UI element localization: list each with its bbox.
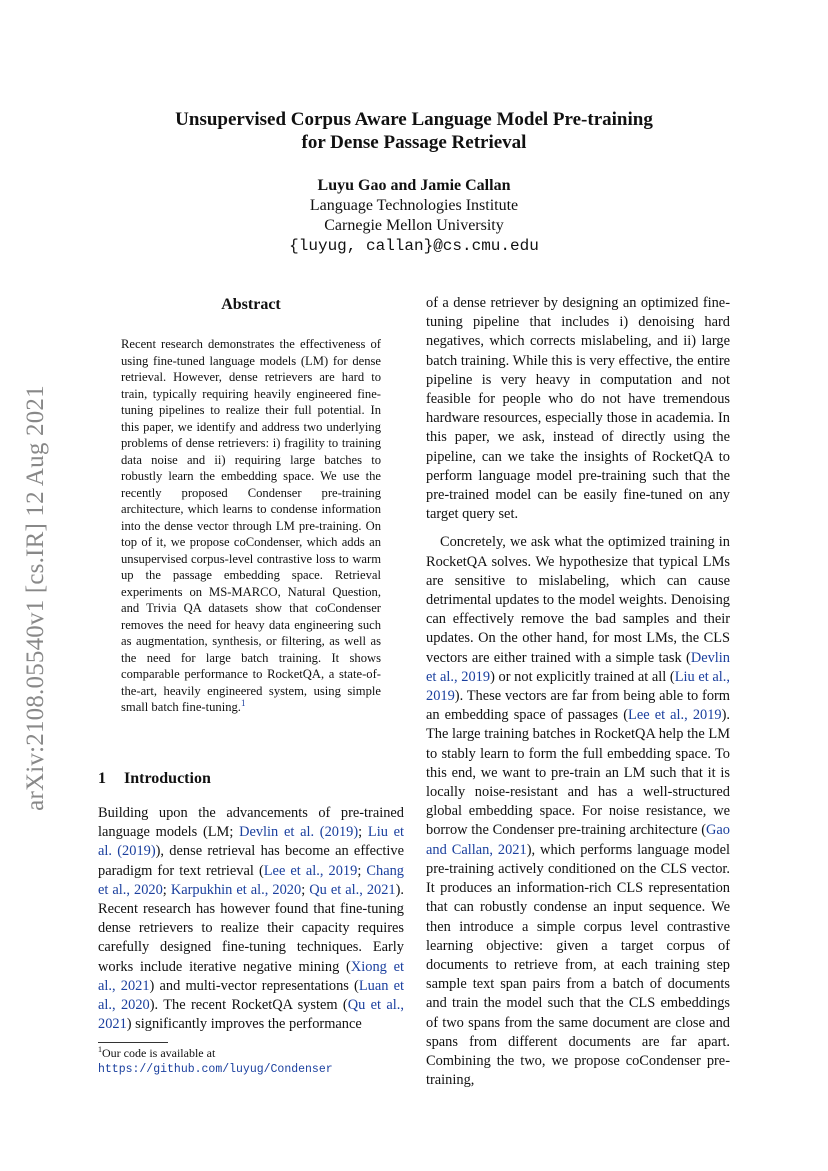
right-paragraph-1: of a dense retriever by designing an optimized fine-tuning pipeline that includes i) denoising hard negatives, which corrects mislabeling, and ii) large batch training. While this is very effective, the entire pipeline is very heavy in computation and not feasible for people who do not have tremendous hardware resources, especially those in academia. In this paper, we ask, instead of directly using the pipeline, can we take the insights of RocketQA to perform language model pre-training such that the pre-trained model can be easily fine-tuned on any target query set. bbox=[426, 295, 730, 523]
abstract-text: Recent research demonstrates the effectiveness of using fine-tuned language models (LM) for dense retrieval. However, dense retrievers are hard to train, typically requiring heavily engineered fine-tuning pipelines to realize their full potential. In this paper, we identify and address two underlying problems of dense retrievers: i) fragility to training data noise and ii) requiring large batches to robustly learn the embedding space. We use the recently proposed Condenser pre-training architecture, which learns to condense information into the dense vector through LM pre-training. On top of it, we propose coCondenser, which adds an unsupervised corpus-level contrastive loss to warm up the passage embedding space. Retrieval experiments on MS-MARCO, Natural Question, and Trivia QA datasets show that coCondenser removes the need for heavy data engineering such as augmentation, synthesis, or filtering, as well as the need for large batch training. It shows comparable performance to RocketQA, a state-of-the-art, heavily engineered system, using simple small batch fine-tuning. bbox=[121, 337, 381, 714]
paragraph-text: ). The large training batches in RocketQA help the LM to stably learn to form the full embedding space. To this end, we want to pre-train an LM such that it is locally noise-resistant and has a well-structured global embedding space. For noise resistance, we borrow the Condenser pre-training architecture ( bbox=[426, 707, 731, 839]
author-institute: Language Technologies Institute bbox=[309, 197, 519, 214]
intro-paragraph bbox=[98, 804, 404, 1034]
footnote bbox=[98, 1046, 414, 1077]
author-names: Luyu Gao and Jamie Callan bbox=[317, 177, 511, 194]
author-email: {luyug, callan}@cs.cmu.edu bbox=[289, 237, 539, 255]
abstract-footnote-mark[interactable]: 1 bbox=[240, 697, 246, 708]
footnote-mark: 1 bbox=[98, 1045, 102, 1054]
section-heading bbox=[98, 770, 211, 788]
abstract-heading: Abstract bbox=[221, 296, 281, 313]
title-line-2: for Dense Passage Retrieval bbox=[301, 132, 527, 153]
citation-link[interactable]: Xiong et al., 2021 bbox=[98, 958, 404, 994]
intro-text: ), dense retrieval has become an effective paradigm for text retrieval ( bbox=[98, 843, 404, 879]
intro-text: ; bbox=[162, 881, 171, 898]
section-title: Introduction bbox=[124, 770, 211, 787]
paragraph-text: ) or not explicitly trained at all ( bbox=[490, 668, 675, 685]
intro-text: Building upon the advancements of pre-trained language models (LM; bbox=[98, 805, 404, 841]
footnote-text: Our code is available at bbox=[102, 1046, 216, 1060]
arxiv-identifier-stamp: arXiv:2108.05540v1 [cs.IR] 12 Aug 2021 bbox=[22, 385, 49, 811]
intro-text: ). Recent research has however found that fine-tuning dense retrievers to realize their capacity requires carefully designed fine-tuning techniques. Early works include iterative negative mining ( bbox=[98, 881, 404, 975]
citation-link[interactable]: Lee et al., 2019 bbox=[628, 707, 722, 724]
intro-text: ) significantly improves the performance bbox=[126, 1016, 362, 1033]
citation-link[interactable]: Liu et al. (2019) bbox=[98, 824, 405, 860]
citation-link[interactable]: Liu et al., 2019 bbox=[426, 668, 731, 705]
citation-link[interactable]: Devlin et al., 2019 bbox=[426, 649, 730, 685]
intro-text: ). The recent RocketQA system ( bbox=[149, 997, 348, 1014]
citation-link[interactable]: Luan et al., 2020 bbox=[98, 977, 404, 1014]
intro-text: ; bbox=[358, 824, 368, 841]
intro-text: ) and multi-vector representations ( bbox=[149, 977, 359, 994]
footnote-url-link[interactable]: https://github.com/luyug/Condenser bbox=[98, 1063, 333, 1076]
intro-text: ; bbox=[357, 862, 367, 879]
right-column bbox=[426, 294, 730, 1090]
citation-link[interactable]: Chang et al., 2020 bbox=[98, 862, 404, 898]
footnote-divider bbox=[98, 1042, 168, 1043]
citation-link[interactable]: Gao and Callan, 2021 bbox=[426, 822, 730, 858]
citation-link[interactable]: Qu et al., 2021 bbox=[98, 997, 404, 1033]
author-block bbox=[0, 176, 828, 256]
citation-link[interactable]: Lee et al., 2019 bbox=[263, 862, 358, 879]
paragraph-text: ). These vectors are far from being able to form an embedding space of passages ( bbox=[426, 688, 730, 724]
paragraph-text: ), which performs language model pre-training actively conditioned on the CLS vector. It produces an information-rich CLS representation that can robustly condense an input sequence. We then introduce a simple corpus level contrastive learning objective: given a target corpus of documents to retrieve from, at each training step sample text span pairs from a batch of documents and train the model such that the CLS embeddings of two spans from the same document are close and spans from different documents are far apart. Combining the two, we propose coCondenser pre-training, bbox=[426, 841, 731, 1089]
paragraph-text: Concretely, we ask what the optimized training in RocketQA solves. We hypothesize that typical LMs are sensitive to mislabeling, which can cause detrimental updates to the model weights. Denoising can effectively remove the bad samples and their updates. On the other hand, for most LMs, the CLS vectors are either trained with a simple task ( bbox=[426, 534, 730, 666]
section-number: 1 bbox=[98, 770, 106, 787]
right-paragraph-2 bbox=[426, 533, 730, 1090]
intro-text: ; bbox=[301, 881, 310, 898]
citation-link[interactable]: Devlin et al. (2019) bbox=[239, 824, 359, 841]
citation-link[interactable]: Qu et al., 2021 bbox=[309, 881, 396, 898]
author-university: Carnegie Mellon University bbox=[324, 217, 504, 234]
abstract-body bbox=[121, 336, 381, 716]
citation-link[interactable]: Karpukhin et al., 2020 bbox=[170, 881, 302, 898]
title-line-1: Unsupervised Corpus Aware Language Model Pre-training bbox=[175, 109, 653, 130]
paper-title bbox=[0, 108, 828, 154]
